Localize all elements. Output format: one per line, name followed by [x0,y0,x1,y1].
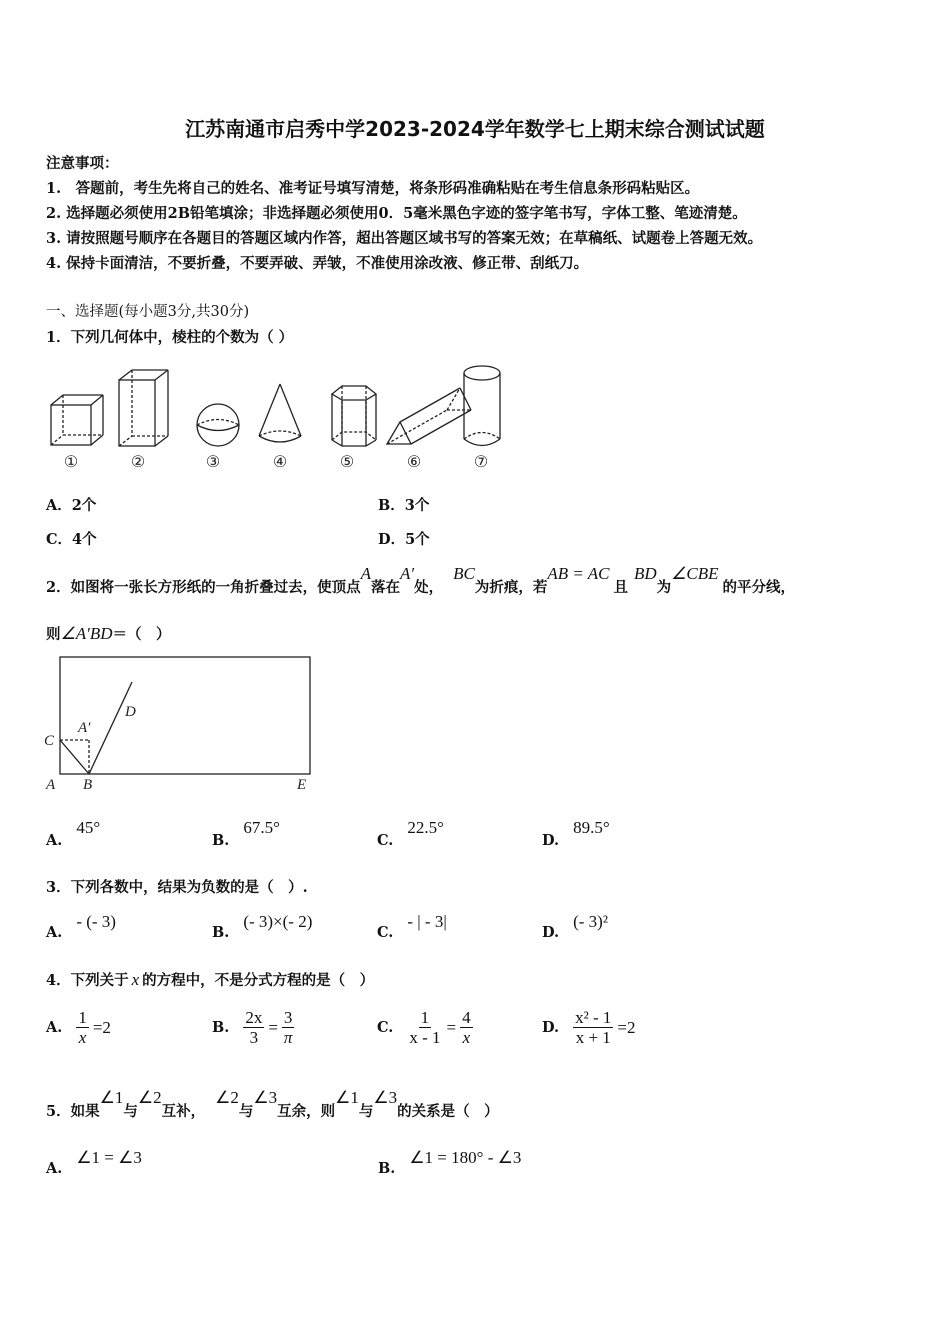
notice-item-2: 2. 选择题必须使用2B铅笔填涂；非选择题必须使用0．5毫米黑色字迹的签字笔书写，字体工整、笔迹清楚。 [46,205,747,222]
q2-option-a[interactable]: A. 45° [46,818,101,849]
q4-option-b[interactable]: B. $\frac{2x}{3}$ = $\frac{3}{\pi}$ [212,1008,293,1047]
cube-shape [51,395,103,445]
q1-option-a[interactable]: A．2个 [46,497,97,514]
q4-option-d[interactable]: D. $\frac{\text{x² - 1}}{x + 1}$ =2 [542,1008,636,1047]
q1-option-d[interactable]: D．5个 [378,531,430,548]
q4-option-c[interactable]: C. $\frac{1}{x - 1}$ = $\frac{4}{x}$ [377,1008,471,1047]
solid-label-5: ⑤ [339,454,355,471]
q5-stem: 5．如果 ∠1 与 ∠2 互补， ∠2 与 ∠3 互余，则 ∠1 与 ∠3 的关系是（ ） [46,1088,499,1120]
triangular-prism-shape [387,388,471,444]
q5-option-b[interactable]: B. ∠1 = 180° - ∠3 [378,1148,522,1177]
q2-stem: 2．如图将一张长方形纸的一角折叠过去，使顶点 A 落在 A′ 处， BC 为折痕，若 AB = AC 且 BD 为 ∠CBE 的平分线， [46,564,796,596]
q1-solids-figure [40,360,520,475]
q2-option-b[interactable]: B. 67.5° [212,818,280,849]
sphere-shape [197,404,239,446]
label-a: A [46,777,56,793]
q3-stem: 3．下列各数中，结果为负数的是（ ）. [46,879,308,896]
label-c: C [44,733,55,749]
q1-option-b[interactable]: B．3个 [378,497,430,514]
solid-label-3: ③ [205,454,221,471]
q2-fold-figure [40,652,320,794]
notice-item-3: 3. 请按照题号顺序在各题目的答题区域内作答，超出答题区域书写的答案无效；在草稿纸、试题卷上答题无效。 [46,230,763,247]
notice-heading: 注意事项： [46,155,119,172]
q3-option-a[interactable]: A. - (- 3) [46,912,116,941]
q2-option-c[interactable]: C. 22.5° [377,818,444,849]
hex-prism-shape [332,386,376,446]
page-title: 江苏南通市启秀中学2023-2024学年数学七上期末综合测试试题 [185,117,765,141]
tall-box-shape [119,370,168,446]
q5-option-a[interactable]: A. ∠1 = ∠3 [46,1148,142,1177]
label-d: D [125,704,136,720]
notice-item-4: 4. 保持卡面清洁，不要折叠，不要弄破、弄皱，不准使用涂改液、修正带、刮纸刀。 [46,255,589,272]
q4-option-a[interactable]: A. $\frac{1}{x}$ =2 [46,1008,111,1047]
solid-label-7: ⑦ [473,454,489,471]
cone-shape [259,384,301,442]
q2-option-d[interactable]: D. 89.5° [542,818,610,849]
q2-stem-line2: 则 ∠A′BD ＝（ ） [46,623,171,643]
label-e: E [297,777,307,793]
solid-label-1: ① [63,454,79,471]
q3-option-c[interactable]: C. - | - 3| [377,912,447,941]
q1-option-c[interactable]: C．4个 [46,531,97,548]
q3-option-b[interactable]: B. (- 3)×(- 2) [212,912,313,941]
label-a-prime: A′ [78,720,91,736]
q1-stem: 1．下列几何体中，棱柱的个数为（ ） [46,329,294,346]
q3-option-d[interactable]: D. (- 3)² [542,912,608,941]
solid-label-4: ④ [272,454,288,471]
section-heading: 一、选择题(每小题3分,共30分) [46,304,250,320]
solid-label-2: ② [130,454,146,471]
q4-stem: 4．下列关于 x 的方程中，不是分式方程的是（ ） [46,969,375,989]
label-b: B [83,777,93,793]
notice-item-1: 1. 答题前，考生先将自己的姓名、准考证号填写清楚，将条形码准确粘贴在考生信息条形码粘贴区。 [46,180,700,197]
solid-label-6: ⑥ [406,454,422,471]
